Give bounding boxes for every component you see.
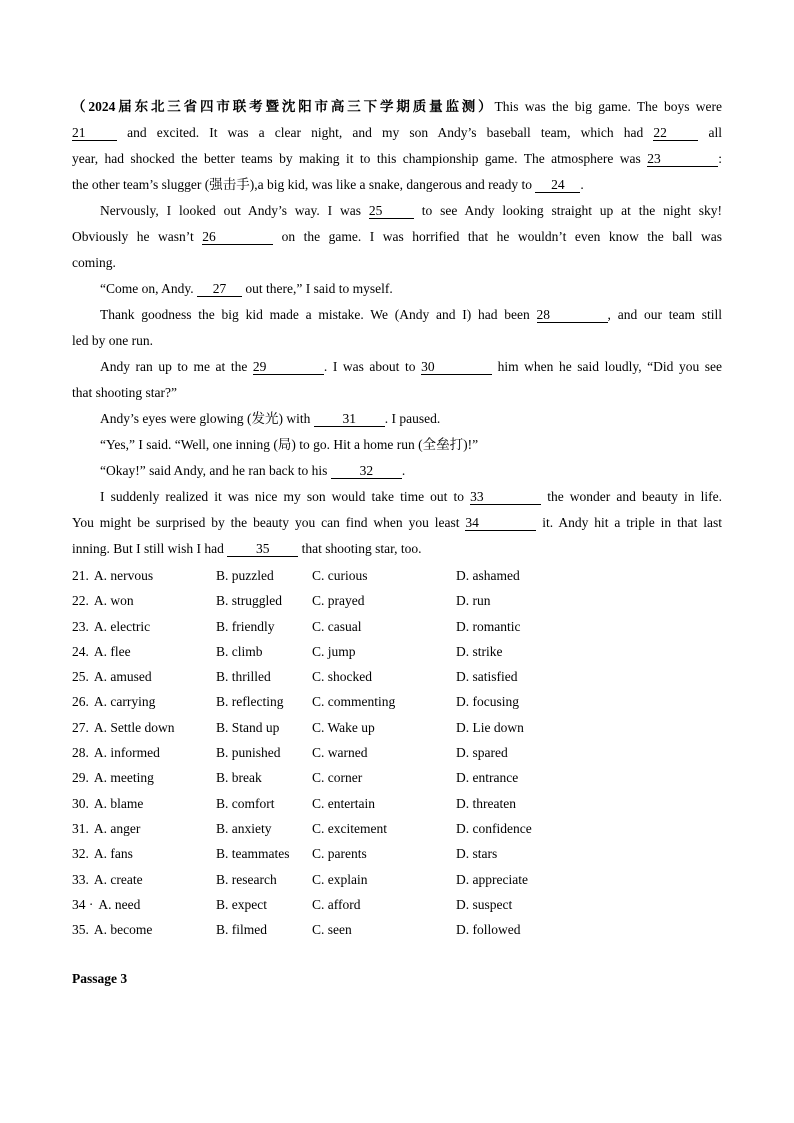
option-b: B. struggled (216, 593, 282, 609)
option-d: D. followed (456, 922, 521, 938)
option-cell-d (456, 791, 722, 816)
answer-blank: 27 (197, 281, 242, 297)
option-cell-b (216, 588, 312, 613)
option-c: C. parents (312, 846, 367, 862)
option-b: B. friendly (216, 618, 275, 634)
answer-blank: 33 (470, 489, 541, 505)
passage-text: year, had shocked the better teams by making it to this championship game. The atmosphere was (72, 151, 648, 166)
option-cell-a (72, 791, 216, 816)
text-line (72, 276, 722, 302)
option-c: C. casual (312, 618, 362, 634)
option-c: C. excitement (312, 820, 387, 836)
passage-text: coming. (72, 255, 116, 270)
option-cell-d (456, 715, 722, 740)
option-b: B. anxiety (216, 820, 272, 836)
option-cell-d (456, 614, 722, 639)
text-line (72, 536, 722, 562)
question-number: 23. (72, 618, 89, 634)
option-d: D. suspect (456, 896, 513, 912)
option-a: A. blame (93, 795, 144, 811)
option-b: B. thrilled (216, 669, 271, 685)
option-c: C. afford (312, 896, 361, 912)
option-d: D. romantic (456, 618, 521, 634)
option-a: A. won (93, 593, 134, 609)
passage-text: him when he said loudly, “Did you see (492, 359, 723, 374)
option-cell-b (216, 892, 312, 917)
option-cell-b (216, 917, 312, 942)
option-b: B. reflecting (216, 694, 284, 710)
option-cell-d (456, 740, 722, 765)
passage-text: that shooting star?” (72, 385, 177, 400)
answer-blank: 25 (369, 203, 414, 219)
option-cell-c (312, 867, 456, 892)
question-number: 27. (72, 719, 89, 735)
option-d: D. threaten (456, 795, 516, 811)
paragraph (72, 432, 722, 458)
answer-blank: 23 (647, 151, 718, 167)
question-row (72, 892, 722, 917)
option-cell-c (312, 791, 456, 816)
option-cell-b (216, 841, 312, 866)
text-line (72, 510, 722, 536)
option-cell-d (456, 816, 722, 841)
option-a: A. flee (93, 643, 131, 659)
option-d: D. Lie down (456, 719, 524, 735)
question-row (72, 740, 722, 765)
passage-text: led by one run. (72, 333, 153, 348)
passage-text: . I was about to (323, 359, 422, 374)
question-number: 21. (72, 568, 89, 583)
passage-text: Thank goodness the big kid made a mistake. We (Andy and I) had been (100, 307, 537, 322)
option-cell-c (312, 892, 456, 917)
option-cell-d (456, 892, 722, 917)
text-line (72, 432, 722, 458)
question-row (72, 614, 722, 639)
option-cell-a (72, 867, 216, 892)
answer-blank: 30 (421, 359, 492, 375)
passage-text: I suddenly realized it was nice my son would take time out to (100, 489, 471, 504)
option-b: B. expect (216, 896, 267, 912)
option-cell-a (72, 563, 216, 588)
paragraph (72, 276, 722, 302)
question-row (72, 765, 722, 790)
question-row (72, 689, 722, 714)
option-cell-a (72, 689, 216, 714)
passage-text: . (580, 177, 584, 192)
option-d: D. appreciate (456, 871, 528, 887)
answer-blank: 28 (537, 307, 608, 323)
option-cell-c (312, 740, 456, 765)
text-line (72, 354, 722, 380)
option-cell-c (312, 816, 456, 841)
option-a: A. need (98, 896, 141, 912)
option-a: A. electric (93, 618, 151, 634)
text-line (72, 328, 722, 354)
answer-blank: 22 (653, 125, 698, 141)
passage-text: , and our team still (607, 307, 723, 322)
option-c: C. explain (312, 871, 368, 887)
paragraph (72, 198, 722, 276)
question-number: 32. (72, 846, 89, 862)
option-c: C. corner (312, 770, 363, 786)
option-cell-b (216, 689, 312, 714)
option-cell-a (72, 841, 216, 866)
option-a: A. amused (93, 669, 152, 685)
passage-text: Obviously he wasn’t (72, 229, 203, 244)
option-cell-d (456, 867, 722, 892)
answer-blank: 32 (331, 463, 402, 479)
option-cell-c (312, 917, 456, 942)
options-list (72, 563, 722, 942)
option-a: A. fans (93, 846, 133, 862)
option-cell-a (72, 917, 216, 942)
passage-text: out there,” I said to myself. (242, 281, 393, 296)
passage-text: Andy’s eyes were glowing (发光) with (100, 411, 314, 426)
passage-text: Nervously, I looked out Andy’s way. I was (100, 203, 369, 218)
passage-text: You might be surprised by the beauty you can find when you least (72, 515, 466, 530)
paragraph (72, 406, 722, 432)
option-a: A. meeting (93, 770, 154, 786)
option-b: B. filmed (216, 922, 267, 938)
passage-text: and excited. It was a clear night, and my son Andy’s baseball team, which had (117, 125, 654, 140)
option-a: A. Settle down (93, 719, 175, 735)
text-line (72, 172, 722, 198)
option-d: D. confidence (456, 820, 532, 836)
option-cell-c (312, 588, 456, 613)
passage-text: “Okay!” said Andy, and he ran back to his (100, 463, 331, 478)
passage-text: it. Andy hit a triple in that last (536, 515, 722, 530)
option-c: C. jump (312, 643, 356, 659)
question-row (72, 715, 722, 740)
option-c: C. entertain (312, 795, 375, 811)
answer-blank: 26 (202, 229, 273, 245)
question-row (72, 588, 722, 613)
passage-text: inning. But I still wish I had (72, 541, 228, 556)
option-cell-b (216, 740, 312, 765)
option-c: C. commenting (312, 694, 396, 710)
option-cell-d (456, 639, 722, 664)
question-row (72, 816, 722, 841)
text-line (72, 302, 722, 328)
option-cell-a (72, 816, 216, 841)
option-cell-d (456, 765, 722, 790)
option-c: C. prayed (312, 593, 365, 609)
option-cell-d (456, 563, 722, 588)
option-cell-c (312, 639, 456, 664)
option-a: A. nervous (93, 568, 154, 583)
option-cell-a (72, 588, 216, 613)
answer-blank: 35 (227, 541, 298, 557)
option-a: A. carrying (93, 694, 156, 710)
option-cell-b (216, 765, 312, 790)
text-line (72, 198, 722, 224)
passage-text: to see Andy looking straight up at the night sky! (413, 203, 723, 218)
text-line (72, 380, 722, 406)
option-cell-a (72, 614, 216, 639)
answer-blank: 29 (253, 359, 324, 375)
question-row (72, 664, 722, 689)
next-passage-heading: Passage 3 (72, 971, 128, 987)
option-b: B. research (216, 871, 277, 887)
option-cell-a (72, 765, 216, 790)
answer-blank: 34 (465, 515, 536, 531)
option-cell-b (216, 867, 312, 892)
paragraph (72, 302, 722, 354)
question-number: 25. (72, 669, 89, 685)
passage-text: . I paused. (384, 411, 441, 426)
source-label: （2024届东北三省四市联考暨沈阳市高三下学期质量监测） (72, 99, 495, 114)
question-number: 24. (72, 643, 89, 659)
question-row (72, 563, 722, 588)
option-b: B. break (216, 770, 262, 786)
option-cell-b (216, 563, 312, 588)
passage-text: Andy ran up to me at the (100, 359, 253, 374)
option-cell-a (72, 740, 216, 765)
option-c: C. seen (312, 922, 352, 938)
text-line (72, 146, 722, 172)
option-d: D. strike (456, 643, 503, 659)
option-cell-c (312, 765, 456, 790)
option-cell-b (216, 614, 312, 639)
option-a: A. create (93, 871, 143, 887)
option-cell-d (456, 664, 722, 689)
option-a: A. become (93, 922, 153, 938)
question-row (72, 841, 722, 866)
option-cell-b (216, 664, 312, 689)
option-cell-a (72, 892, 216, 917)
option-d: D. satisfied (456, 669, 518, 685)
option-cell-c (312, 563, 456, 588)
text-line (72, 484, 722, 510)
paragraph (72, 458, 722, 484)
option-cell-c (312, 715, 456, 740)
passage-text: the wonder and beauty in life. (541, 489, 722, 504)
option-cell-a (72, 715, 216, 740)
option-d: D. ashamed (456, 568, 520, 583)
option-cell-d (456, 689, 722, 714)
option-cell-d (456, 841, 722, 866)
question-number: 35. (72, 922, 89, 938)
paragraph (72, 484, 722, 562)
option-cell-c (312, 614, 456, 639)
question-number: 28. (72, 745, 89, 761)
text-line (72, 406, 722, 432)
question-number: 33. (72, 871, 89, 887)
option-cell-c (312, 841, 456, 866)
option-cell-a (72, 664, 216, 689)
option-d: D. run (456, 593, 491, 609)
passage-text: “Yes,” I said. “Well, one inning (局) to go. Hit a home run (全垒打)!” (100, 437, 479, 452)
passage-text: : (718, 151, 722, 166)
passage-text: on the game. I was horrified that he wouldn’t even know the ball was (273, 229, 722, 244)
text-line (72, 94, 722, 120)
passage-text: the other team’s slugger (强击手),a big kid, was like a snake, dangerous and ready to (72, 177, 536, 192)
passage-text: . (401, 463, 406, 478)
option-cell-c (312, 664, 456, 689)
text-line (72, 250, 722, 276)
question-row (72, 639, 722, 664)
option-c: C. shocked (312, 669, 372, 685)
answer-blank: 31 (314, 411, 385, 427)
option-a: A. informed (93, 745, 160, 761)
passage-text: “Come on, Andy. (100, 281, 197, 296)
text-line (72, 458, 722, 484)
question-number: 34 · (72, 896, 94, 912)
paragraph (72, 354, 722, 406)
passage-text: that shooting star, too. (298, 541, 422, 556)
option-cell-b (216, 639, 312, 664)
content-column (72, 94, 722, 992)
question-number: 29. (72, 770, 89, 786)
question-row (72, 917, 722, 942)
option-c: C. curious (312, 568, 368, 583)
option-d: D. spared (456, 745, 508, 761)
option-a: A. anger (93, 820, 141, 836)
paragraph (72, 94, 722, 198)
option-cell-d (456, 917, 722, 942)
option-cell-d (456, 588, 722, 613)
question-number: 26. (72, 694, 89, 710)
passage-text: all (698, 125, 722, 140)
option-cell-a (72, 639, 216, 664)
answer-blank: 24 (535, 177, 580, 193)
option-b: B. puzzled (216, 568, 274, 583)
text-line (72, 120, 722, 146)
option-b: B. climb (216, 643, 263, 659)
option-cell-b (216, 816, 312, 841)
option-d: D. stars (456, 846, 498, 862)
question-row (72, 867, 722, 892)
option-cell-c (312, 689, 456, 714)
option-b: B. teammates (216, 846, 290, 862)
question-number: 30. (72, 795, 89, 811)
option-c: C. warned (312, 745, 368, 761)
option-b: B. Stand up (216, 719, 280, 735)
option-d: D. focusing (456, 694, 519, 710)
option-d: D. entrance (456, 770, 519, 786)
text-line (72, 224, 722, 250)
question-number: 22. (72, 593, 89, 609)
question-number: 31. (72, 820, 89, 836)
option-cell-b (216, 715, 312, 740)
option-b: B. comfort (216, 795, 275, 811)
option-c: C. Wake up (312, 719, 375, 735)
option-b: B. punished (216, 745, 281, 761)
passage-text: This was the big game. The boys were (494, 99, 723, 114)
answer-blank: 21 (72, 125, 117, 141)
question-row (72, 791, 722, 816)
option-cell-b (216, 791, 312, 816)
cloze-passage (72, 94, 722, 562)
